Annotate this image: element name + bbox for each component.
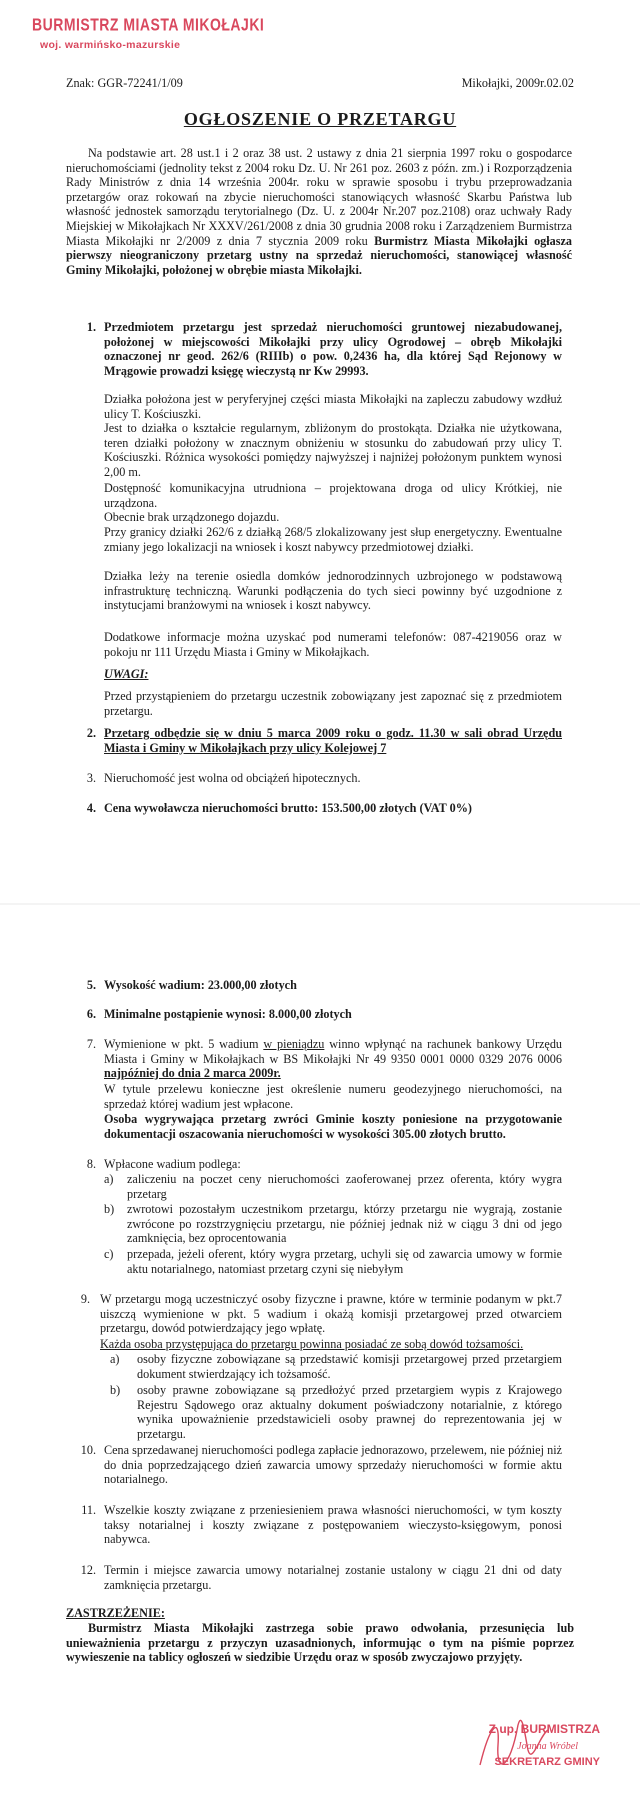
reservation-text: Burmistrz Miasta Mikołajki zastrzega sobie prawo odwołania, przesunięcia lub unieważnienia przetargu z przyczyn uzasadnionych, informując o tym na piśmie poprzez wywieszenie na tablicy ogłoszeń w siedzibie Urzędu oraz w sposób zwyczajowo przyjęty. [66,1621,574,1665]
item-8-intro: Wpłacone wadium podlega: [104,1157,241,1171]
item-1-remarks-label: UWAGI: [104,667,149,681]
item-7-transfer-title: W tytule przelewu konieczne jest określenie numeru geodezyjnego nieruchomości, na sprzedaż której wadium jest wpłacone. [104,1082,562,1111]
item-12-number: 12. [80,1563,96,1577]
item-4-number: 4. [86,801,96,815]
item-9-participants: W przetargu mogą uczestniczyć osoby fizyczne i prawne, które w terminie podanym w pkt.7 uiszczą wymienione w pkt. 5 wadium i okażą komisji przetargowej przed otwarciem przetargu, dowód potwierdzający jego wpłatę. [100,1292,562,1336]
item-1-contact-info: Dodatkowe informacje można uzyskać pod numerami telefonów: 087-4219056 oraz w pokoju nr 111 Urzędu Miasta i Gminy w Mikołajkach. [104,630,562,659]
stamp-title: BURMISTRZ MIASTA MIKOŁAJKI [32,14,265,34]
item-7-number: 7. [86,1037,96,1051]
item-1-desc-pole: Przy granicy działki 262/6 z działką 268/5 zlokalizowany jest słup energetyczny. Ewentualne zmiany jego lokalizacji na wniosek i koszt nabywcy przedmiotowej działki. [104,525,562,554]
item-8-c-text: przepada, jeżeli oferent, który wygra przetarg, uchyli się od zawarcia umowy w formie aktu notarialnego, natomiast przetarg czyni się niebyłym [127,1247,562,1276]
item-12-notary: Termin i miejsce zawarcia umowy notarialnej zostanie ustalony w ciągu 21 dni od daty zamknięcia przetargu. [104,1563,562,1592]
reservation-label: ZASTRZEŻENIE: [66,1606,165,1620]
item-8-c-marker: c) [104,1247,114,1261]
document-title: OGŁOSZENIE O PRZETARGU [183,109,457,129]
item-1-desc-location: Działka położona jest w peryferyjnej części miasta Mikołajki na zapleczu zabudowy wzdłuż ulicy T. Kościuszki. [104,392,562,421]
stamp-region: woj. warmińsko-mazurskie [40,39,181,51]
item-11-costs: Wszelkie koszty związane z przeniesieniem prawa własności nieruchomości, w tym koszty taksy notarialnej i koszty związane z postępowaniem wieczysto-księgowym, ponosi nabywca. [104,1503,562,1547]
item-1-desc-shape: Jest to działka o kształcie regularnym, zbliżonym do prostokąta. Działka nie użytkowana, teren działki położony w znacznym obniżeniu w stosunku do zabudowań przy ulicy T. Kościuszki. Różnica wysokości pomiędzy najwyższej i najniżej położonym punktem wynosi 2,00 m. [104,421,562,479]
item-10-number: 10. [80,1443,96,1457]
item-1-number: 1. [86,320,96,334]
signature-authority: Z up. BURMISTRZA [488,1722,600,1736]
intro-announcement: Burmistrz Miasta Mikołajki ogłasza pierwszy nieograniczony przetarg ustny na sprzedaż nieruchomości, stanowiącej własność Gminy Mikołajki, położonej w obrębie miasta Mikołajki. [66,233,572,277]
item-5-deposit: Wysokość wadium: 23.000,00 złotych [104,978,297,992]
item-8-a-text: zaliczeniu na poczet ceny nieruchomości zaoferowanej przez oferenta, który wygra przetarg [127,1172,562,1201]
item-7-cost-refund: Osoba wygrywająca przetarg zwróci Gminie koszty poniesione na przygotowanie dokumentacji oszacowania nieruchomości w wysokości 305.00 złotych brutto. [104,1112,562,1141]
item-9-id-requirement: Każda osoba przystępująca do przetargu powinna posiadać ze sobą dowód tożsamości. [100,1337,524,1351]
item-7-deadline: najpóźniej do dnia 2 marca 2009r. [104,1066,281,1081]
office-stamp [32,14,264,51]
signature-name: Joanna Wróbel [517,1741,578,1752]
item-1-desc-road: Obecnie brak urządzonego dojazdu. [104,510,280,524]
item-1-remarks-text: Przed przystąpieniem do przetargu uczestnik zobowiązany jest zapoznać się z przedmiotem przetargu. [104,689,562,718]
item-2-number: 2. [86,726,96,740]
item-1-desc-access: Dostępność komunikacyjna utrudniona – projektowana droga od ulicy Krótkiej, nie urządzona. [104,481,562,510]
item-6-number: 6. [86,1007,96,1021]
item-9-a-text: osoby fizyczne zobowiązane są przedstawić komisji przetargowej przed przetargiem dokument stwierdzający ich tożsamość. [137,1352,562,1381]
item-9-b-marker: b) [110,1383,121,1397]
intro-paragraph [66,146,572,277]
item-10-payment: Cena sprzedawanej nieruchomości podlega zapłacie jednorazowo, przelewem, nie później niż do dnia poprzedzającego dzień zawarcia umowy sprzedaży nieruchomości w formie aktu notarialnego. [104,1443,562,1487]
item-1-desc-infrastructure: Działka leży na terenie osiedla domków jednorodzinnych uzbrojonego w podstawową infrastrukturę techniczną. Warunki podłączenia do tych sieci powinny być uzgodnione z instytucjami branżowymi na wniosek i koszt nabywcy. [104,569,562,613]
item-11-number: 11. [81,1503,96,1517]
item-4-price: Cena wywoławcza nieruchomości brutto: 153.500,00 złotych (VAT 0%) [104,801,472,815]
item-9-a-marker: a) [110,1352,120,1366]
item-6-min-bid: Minimalne postąpienie wynosi: 8.000,00 złotych [104,1007,352,1021]
item-8-a-marker: a) [104,1172,114,1186]
item-9-b-text: osoby prawne zobowiązane są przedłożyć przed przetargiem wypis z Krajowego Rejestru Sądowego oraz aktualny dokument poświadczony notarialnie, z którego wynika upoważnienie przedstawicieli osoby prawnej do reprezentowania jej w przetargu. [137,1383,562,1441]
item-7-text-cash: w pieniądzu [263,1037,325,1051]
item-9-number: 9. [80,1292,90,1306]
place-date: Mikołajki, 2009r.02.02 [461,76,574,90]
item-8-b-text: zwrotowi pozostałym uczestnikom przetargu, którzy przetargu nie wygrają, zostanie zwrócone po rozstrzygnięciu przetargu, nie później jednak niż w ciągu 3 dni od jego zamknięcia, bez oprocentowania [127,1202,562,1246]
item-1-subject: Przedmiotem przetargu jest sprzedaż nieruchomości gruntowej niezabudowanej, położonej w miejscowości Mikołajki przy ulicy Ogrodowej – obręb Mikołajki oznaczonej nr geod. 262/6 (RIIIb) o pow. 0,2436 ha, dla której Sąd Rejonowy w Mrągowie prowadzi księgę wieczystą nr Kw 29993. [104,320,562,378]
intro-text: Na podstawie art. 28 ust.1 i 2 oraz 38 ust. 2 ustawy z dnia 21 sierpnia 1997 roku o gospodarce nieruchomościami (jednolity tekst z 2004 roku Dz. U. Nr 261 poz. 2603 z późn. zm.) i Rozporządzenia Rady Ministrów z dnia 14 września 2004r. roku w sprawie sposobu i trybu przeprowadzania przetargów oraz rokowań na zbycie nieruchomości stanowiących własność Skarbu Państwa lub własność jednostek samorządu terytorialnego (Dz. U. z 2004r Nr.207 poz.2108) oraz uchwały Rady Miejskiej w Mikołajkach Nr XXXV/261/2008 z dnia 30 grudnia 2008 roku i Zarządzeniem Burmistrza Miasta Mikołajki nr 2/2009 z dnia 7 stycznia 2009 roku [66,146,572,248]
reference-number: Znak: GGR-72241/1/09 [66,76,183,90]
handwritten-signature-icon [470,1705,580,1775]
item-7-text-a: Wymienione w pkt. 5 wadium [104,1037,259,1051]
item-7-payment [104,1037,562,1081]
signature-title: SEKRETARZ GMINY [494,1756,600,1768]
item-8-number: 8. [86,1157,96,1171]
item-5-number: 5. [86,978,96,992]
item-3-number: 3. [86,771,96,785]
item-3-encumbrance: Nieruchomość jest wolna od obciążeń hipotecznych. [104,771,361,785]
item-2-date-place: Przetarg odbędzie się w dniu 5 marca 2009 roku o godz. 11.30 w sali obrad Urzędu Miasta i Gminy w Mikołajkach przy ulicy Kolejowej 7 [104,726,562,755]
item-8-b-marker: b) [104,1202,115,1216]
page-break [0,903,640,905]
item-7-text-account: winno wpłynąć na rachunek bankowy Urzędu Miasta i Gminy w Mikołajkach w BS Mikołajki Nr 49 9350 0001 0000 0329 2076 0006 [104,1037,563,1066]
